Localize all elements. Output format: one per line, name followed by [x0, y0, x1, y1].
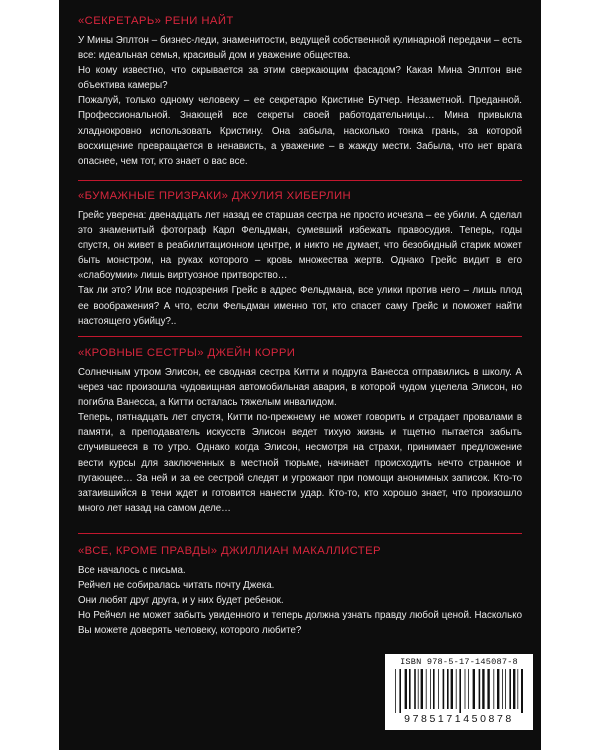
paragraph: Но кому известно, что скрывается за этим сверкающим фасадом? Какая Мина Эплтон вне объектива камеры? [78, 65, 522, 92]
section-all-but-truth [78, 544, 522, 638]
section-divider [78, 336, 522, 337]
isbn-text: ISBN 978-5-17-145087-8 [400, 657, 518, 667]
barcode-label [385, 654, 533, 730]
paragraph: Солнечным утром Элисон, ее сводная сестра Китти и подруга Ванесса отправились в школу. А через час произошла чудовищная автомобильная авария, в которой чудом уцелела Элисон, но погибла Ванесса, а Китти осталась тяжелым инвалидом. [78, 367, 522, 409]
book-back-cover [59, 0, 541, 750]
section-secretary [78, 14, 522, 169]
paragraph: Так ли это? Или все подозрения Грейс в адрес Фельдмана, все улики против него – лишь плод ее воображения? А что, если Фельдман именно тот, кто спасет саму Грейс и поможет найти настоящего убийцу?.. [78, 285, 522, 327]
section-paper-ghosts [78, 189, 522, 329]
paragraph: Рейчел не собиралась читать почту Джека. [78, 580, 275, 592]
paragraph: Грейс уверена: двенадцать лет назад ее старшая сестра не просто исчезла – ее убили. А сделал это знаменитый фотограф Карл Фельдман, сумевший избежать правосудия. Теперь, годы спустя, он живет в реабилитационном центре, и никто не думает, что безобидный старик может быть монстром, на руках которого – кровь множества жертв. Однако Грейс видит в его «слабоумии» лишь виртуозное притворство… [78, 210, 522, 282]
paragraph: Все началось с письма. [78, 565, 186, 576]
barcode-digits: 9785171450878 [404, 713, 514, 725]
section-divider [78, 533, 522, 534]
section-title: «КРОВНЫЕ СЕСТРЫ» ДЖЕЙН КОРРИ [78, 347, 296, 359]
section-title: «СЕКРЕТАРЬ» РЕНИ НАЙТ [78, 15, 234, 27]
section-title: «ВСЕ, КРОМЕ ПРАВДЫ» ДЖИЛЛИАН МАКАЛЛИСТЕР [78, 545, 381, 557]
section-blood-sisters [78, 346, 522, 516]
paragraph: Но Рейчел не может забыть увиденного и теперь должна узнать правду любой ценой. Насколько Вы можете доверять человеку, которого любите? [78, 610, 522, 637]
section-divider [78, 180, 522, 181]
section-title: «БУМАЖНЫЕ ПРИЗРАКИ» ДЖУЛИЯ ХИБЕРЛИН [78, 190, 352, 202]
paragraph: У Мины Эплтон – бизнес-леди, знаменитости, ведущей собственной кулинарной передачи – есть все: идеальная семья, красивый дом и уважение общества. [78, 35, 522, 62]
paragraph: Пожалуй, только одному человеку – ее секретарю Кристине Бутчер. Незаметной. Преданной. Профессиональной. Знающей все секреты своей работодательницы… Мина привыкла хладнокровно использовать Кристину. Она забыла, насколько тонка грань, за которой восхищение превращается в ненависть, а уважение – в жажду мести. Забыла, что нет врага опаснее, чем тот, кто знает о вас все. [78, 95, 522, 167]
barcode-icon [395, 669, 523, 713]
paragraph: Они любят друг друга, и у них будет ребенок. [78, 595, 284, 607]
paragraph: Теперь, пятнадцать лет спустя, Китти по-прежнему не может говорить и страдает провалами в памяти, а преподаватель искусств Элисон ведет тихую жизнь и тщетно пытается забыть случившееся в то утро. Однако когда Элисон, несмотря на страхи, принимает предложение вести курсы для заключенных в местной тюрьме, начинает происходить нечто странное и пугающее… За ней и за ее сестрой следят и угрожают при помощи анонимных записок. Кто-то затаившийся в тени ждет и готовится нанести удар. Кто-то, кто хорошо знает, что произошло много лет назад на самом деле… [78, 412, 522, 514]
